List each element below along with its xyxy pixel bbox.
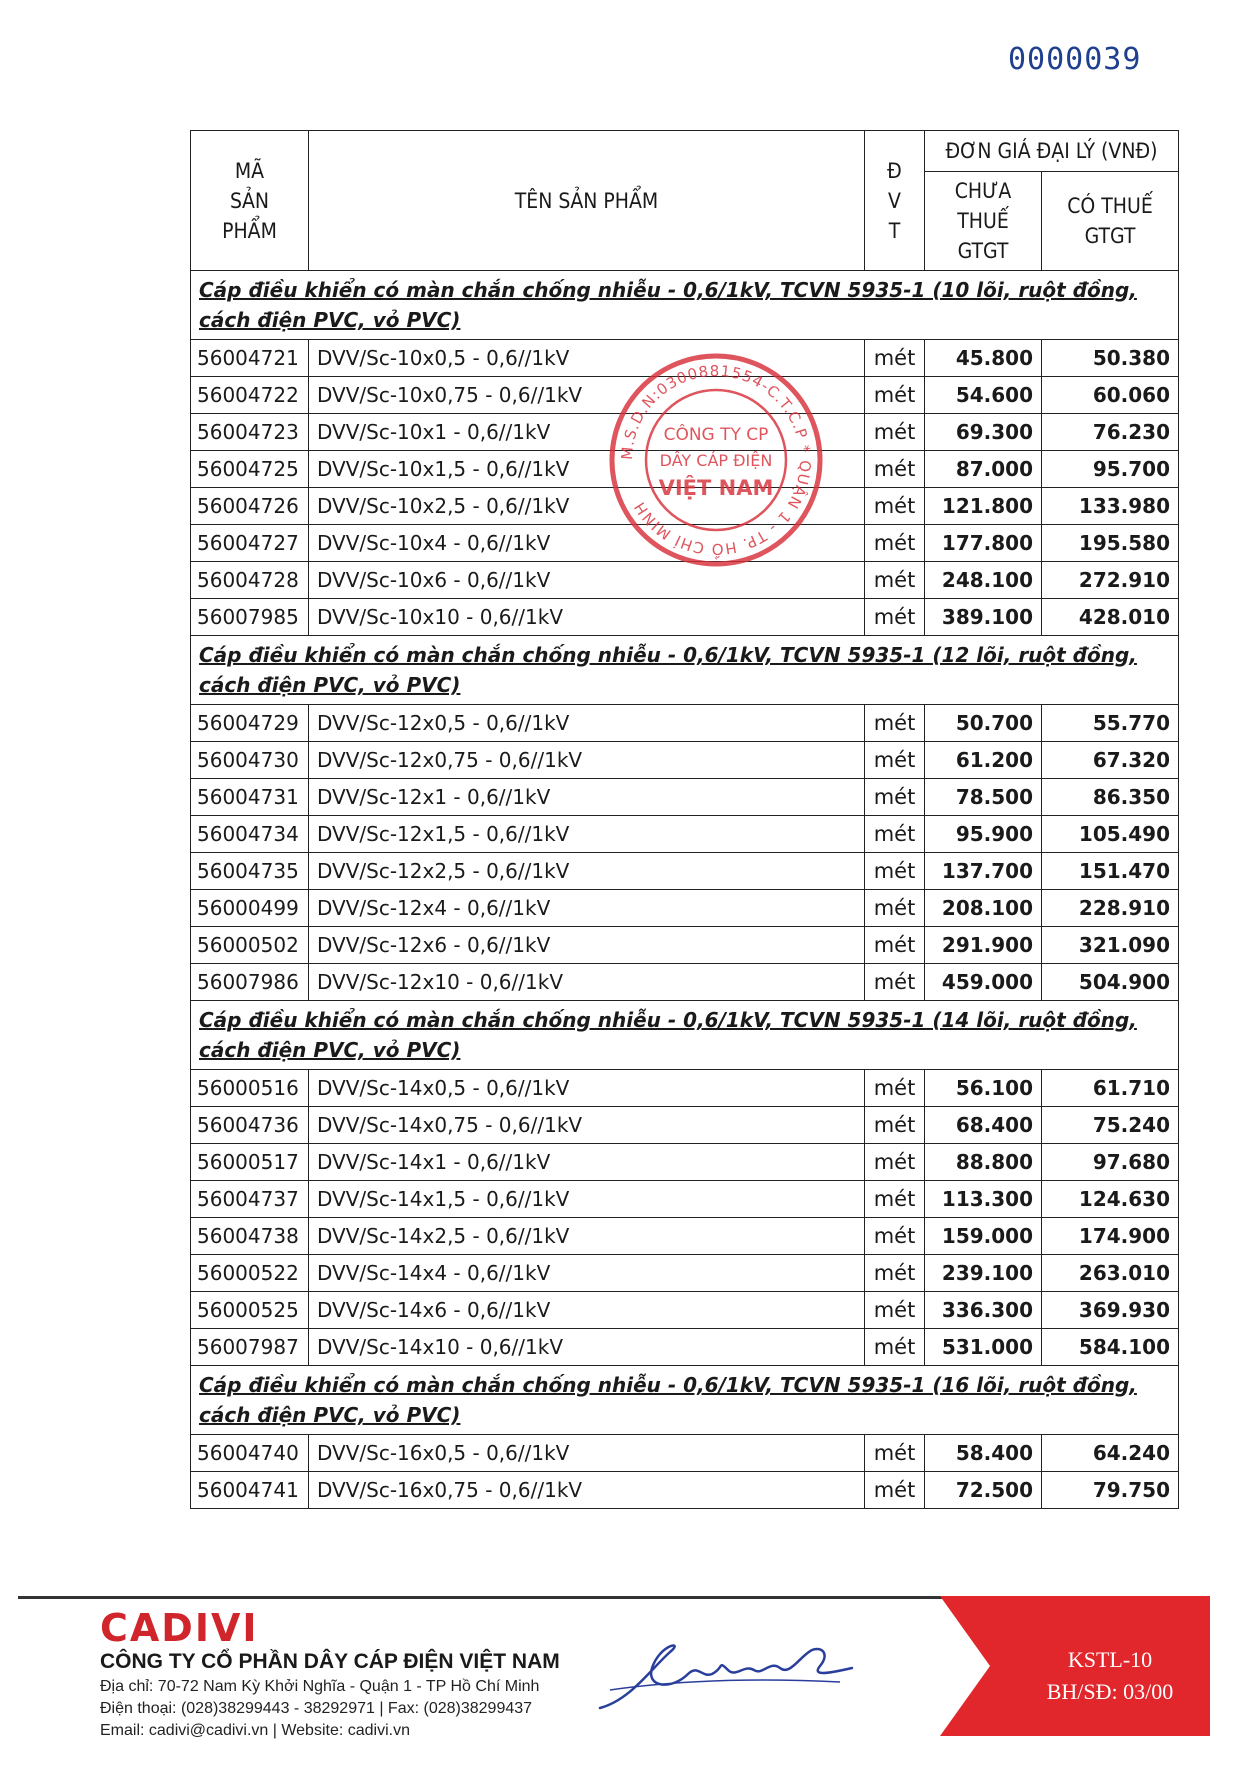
unit: mét — [865, 562, 925, 599]
price-inc-vat: 79.750 — [1042, 1472, 1179, 1509]
price-table — [190, 130, 1179, 1509]
table-row — [191, 853, 1179, 890]
table-row — [191, 1255, 1179, 1292]
unit: mét — [865, 525, 925, 562]
product-name: DVV/Sc-10x1 - 0,6//1kV — [309, 414, 865, 451]
product-name: DVV/Sc-14x10 - 0,6//1kV — [309, 1329, 865, 1366]
product-code: 56007987 — [191, 1329, 309, 1366]
product-name: DVV/Sc-14x4 - 0,6//1kV — [309, 1255, 865, 1292]
product-name: DVV/Sc-14x6 - 0,6//1kV — [309, 1292, 865, 1329]
product-name: DVV/Sc-14x1,5 - 0,6//1kV — [309, 1181, 865, 1218]
price-ex-vat: 459.000 — [925, 964, 1042, 1001]
unit: mét — [865, 742, 925, 779]
product-code: 56004740 — [191, 1435, 309, 1472]
price-inc-vat: 504.900 — [1042, 964, 1179, 1001]
table-row — [191, 927, 1179, 964]
price-ex-vat: 95.900 — [925, 816, 1042, 853]
product-name: DVV/Sc-12x1,5 - 0,6//1kV — [309, 816, 865, 853]
product-code: 56004731 — [191, 779, 309, 816]
product-name: DVV/Sc-14x2,5 - 0,6//1kV — [309, 1218, 865, 1255]
price-inc-vat: 133.980 — [1042, 488, 1179, 525]
cadivi-logo: CADIVI — [100, 1606, 259, 1650]
product-code: 56004723 — [191, 414, 309, 451]
price-inc-vat: 272.910 — [1042, 562, 1179, 599]
group-header-row — [191, 636, 1179, 705]
price-inc-vat: 174.900 — [1042, 1218, 1179, 1255]
product-name: DVV/Sc-12x0,5 - 0,6//1kV — [309, 705, 865, 742]
price-ex-vat: 389.100 — [925, 599, 1042, 636]
unit: mét — [865, 1255, 925, 1292]
price-ex-vat: 69.300 — [925, 414, 1042, 451]
company-email: Email: cadivi@cadivi.vn | Website: cadivi.vn — [100, 1722, 410, 1739]
price-ex-vat: 54.600 — [925, 377, 1042, 414]
product-code: 56004738 — [191, 1218, 309, 1255]
table-row — [191, 1472, 1179, 1509]
group-title: Cáp điều khiển có màn chắn chống nhiễu - 0,6/1kV, TCVN 5935-1 (16 lõi, ruột đồng, cách điện PVC, vỏ PVC) — [191, 1366, 1179, 1435]
price-ex-vat: 58.400 — [925, 1435, 1042, 1472]
header-price-ex-vat: CHƯA THUẾ GTGT — [925, 172, 1042, 271]
unit: mét — [865, 890, 925, 927]
price-ex-vat: 50.700 — [925, 705, 1042, 742]
product-name: DVV/Sc-10x2,5 - 0,6//1kV — [309, 488, 865, 525]
price-inc-vat: 151.470 — [1042, 853, 1179, 890]
product-code: 56007986 — [191, 964, 309, 1001]
table-row — [191, 742, 1179, 779]
unit: mét — [865, 1144, 925, 1181]
stamp-line-3: VIỆT NAM — [658, 476, 774, 500]
price-ex-vat: 159.000 — [925, 1218, 1042, 1255]
price-inc-vat: 97.680 — [1042, 1144, 1179, 1181]
stamp-line-1: CÔNG TY CP — [663, 425, 769, 445]
price-inc-vat: 195.580 — [1042, 525, 1179, 562]
table-row — [191, 1144, 1179, 1181]
price-ex-vat: 68.400 — [925, 1107, 1042, 1144]
footer-divider — [18, 1596, 1018, 1599]
price-inc-vat: 50.380 — [1042, 340, 1179, 377]
price-ex-vat: 291.900 — [925, 927, 1042, 964]
group-header-row — [191, 1001, 1179, 1070]
product-code: 56000502 — [191, 927, 309, 964]
price-table-body — [191, 271, 1179, 1509]
product-code: 56004728 — [191, 562, 309, 599]
price-inc-vat: 124.630 — [1042, 1181, 1179, 1218]
unit: mét — [865, 853, 925, 890]
header-unit: Đ V T — [865, 131, 925, 271]
product-code: 56007985 — [191, 599, 309, 636]
table-row — [191, 964, 1179, 1001]
product-name: DVV/Sc-16x0,5 - 0,6//1kV — [309, 1435, 865, 1472]
price-ex-vat: 78.500 — [925, 779, 1042, 816]
price-ex-vat: 121.800 — [925, 488, 1042, 525]
product-code: 56004729 — [191, 705, 309, 742]
table-row — [191, 377, 1179, 414]
product-name: DVV/Sc-14x0,5 - 0,6//1kV — [309, 1070, 865, 1107]
price-inc-vat: 428.010 — [1042, 599, 1179, 636]
price-ex-vat: 72.500 — [925, 1472, 1042, 1509]
product-name: DVV/Sc-10x4 - 0,6//1kV — [309, 525, 865, 562]
document-number: 0000039 — [1008, 42, 1142, 77]
price-inc-vat: 86.350 — [1042, 779, 1179, 816]
price-ex-vat: 137.700 — [925, 853, 1042, 890]
unit: mét — [865, 599, 925, 636]
group-header-row — [191, 1366, 1179, 1435]
price-ex-vat: 61.200 — [925, 742, 1042, 779]
price-ex-vat: 177.800 — [925, 525, 1042, 562]
product-name: DVV/Sc-12x1 - 0,6//1kV — [309, 779, 865, 816]
price-inc-vat: 105.490 — [1042, 816, 1179, 853]
product-code: 56004727 — [191, 525, 309, 562]
price-inc-vat: 61.710 — [1042, 1070, 1179, 1107]
table-row — [191, 525, 1179, 562]
unit: mét — [865, 927, 925, 964]
product-code: 56000499 — [191, 890, 309, 927]
table-row — [191, 1181, 1179, 1218]
stamp-line-2: DÂY CÁP ĐIỆN — [659, 451, 773, 470]
group-header-row — [191, 271, 1179, 340]
product-name: DVV/Sc-10x10 - 0,6//1kV — [309, 599, 865, 636]
price-inc-vat: 67.320 — [1042, 742, 1179, 779]
product-code: 56004726 — [191, 488, 309, 525]
price-ex-vat: 531.000 — [925, 1329, 1042, 1366]
table-row — [191, 1107, 1179, 1144]
table-row — [191, 1070, 1179, 1107]
price-inc-vat: 64.240 — [1042, 1435, 1179, 1472]
unit: mét — [865, 1181, 925, 1218]
price-ex-vat: 336.300 — [925, 1292, 1042, 1329]
unit: mét — [865, 1435, 925, 1472]
header-dealer-price: ĐƠN GIÁ ĐẠI LÝ (VNĐ) — [925, 131, 1179, 172]
table-row — [191, 562, 1179, 599]
table-row — [191, 340, 1179, 377]
price-inc-vat: 76.230 — [1042, 414, 1179, 451]
price-ex-vat: 45.800 — [925, 340, 1042, 377]
table-row — [191, 1218, 1179, 1255]
product-name: DVV/Sc-12x10 - 0,6//1kV — [309, 964, 865, 1001]
group-title: Cáp điều khiển có màn chắn chống nhiễu - 0,6/1kV, TCVN 5935-1 (10 lõi, ruột đồng, cách điện PVC, vỏ PVC) — [191, 271, 1179, 340]
product-name: DVV/Sc-10x0,5 - 0,6//1kV — [309, 340, 865, 377]
product-name: DVV/Sc-10x1,5 - 0,6//1kV — [309, 451, 865, 488]
unit: mét — [865, 377, 925, 414]
product-name: DVV/Sc-16x0,75 - 0,6//1kV — [309, 1472, 865, 1509]
table-row — [191, 705, 1179, 742]
company-name: CÔNG TY CỔ PHẦN DÂY CÁP ĐIỆN VIỆT NAM — [100, 1650, 560, 1673]
unit: mét — [865, 488, 925, 525]
unit: mét — [865, 1472, 925, 1509]
product-name: DVV/Sc-12x6 - 0,6//1kV — [309, 927, 865, 964]
unit: mét — [865, 1107, 925, 1144]
company-phone: Điện thoại: (028)38299443 - 38292971 | Fax: (028)38299437 — [100, 1700, 533, 1717]
table-row — [191, 1435, 1179, 1472]
header-product-code: MÃ SẢN PHẨM — [191, 131, 309, 271]
unit: mét — [865, 1218, 925, 1255]
table-row — [191, 414, 1179, 451]
product-code: 56000522 — [191, 1255, 309, 1292]
product-code: 56004736 — [191, 1107, 309, 1144]
product-name: DVV/Sc-10x0,75 - 0,6//1kV — [309, 377, 865, 414]
unit: mét — [865, 705, 925, 742]
group-title: Cáp điều khiển có màn chắn chống nhiễu - 0,6/1kV, TCVN 5935-1 (14 lõi, ruột đồng, cách điện PVC, vỏ PVC) — [191, 1001, 1179, 1070]
unit: mét — [865, 1329, 925, 1366]
price-inc-vat: 60.060 — [1042, 377, 1179, 414]
product-code: 56000517 — [191, 1144, 309, 1181]
footer-form-code-block — [1010, 1644, 1210, 1708]
table-row — [191, 451, 1179, 488]
header-price-inc-vat: CÓ THUẾ GTGT — [1042, 172, 1179, 271]
table-row — [191, 1329, 1179, 1366]
table-row — [191, 816, 1179, 853]
price-inc-vat: 263.010 — [1042, 1255, 1179, 1292]
product-code: 56004734 — [191, 816, 309, 853]
unit: mét — [865, 340, 925, 377]
price-inc-vat: 55.770 — [1042, 705, 1179, 742]
unit: mét — [865, 1292, 925, 1329]
revision: BH/SĐ: 03/00 — [1046, 1679, 1174, 1704]
price-ex-vat: 87.000 — [925, 451, 1042, 488]
price-ex-vat: 248.100 — [925, 562, 1042, 599]
product-code: 56000525 — [191, 1292, 309, 1329]
price-ex-vat: 56.100 — [925, 1070, 1042, 1107]
price-ex-vat: 208.100 — [925, 890, 1042, 927]
price-inc-vat: 75.240 — [1042, 1107, 1179, 1144]
form-code: KSTL-10 — [1067, 1647, 1153, 1672]
table-row — [191, 890, 1179, 927]
unit: mét — [865, 451, 925, 488]
price-ex-vat: 239.100 — [925, 1255, 1042, 1292]
product-name: DVV/Sc-12x0,75 - 0,6//1kV — [309, 742, 865, 779]
price-ex-vat: 88.800 — [925, 1144, 1042, 1181]
table-row — [191, 779, 1179, 816]
price-inc-vat: 369.930 — [1042, 1292, 1179, 1329]
price-inc-vat: 228.910 — [1042, 890, 1179, 927]
signature — [590, 1630, 860, 1720]
group-title: Cáp điều khiển có màn chắn chống nhiễu - 0,6/1kV, TCVN 5935-1 (12 lõi, ruột đồng, cách điện PVC, vỏ PVC) — [191, 636, 1179, 705]
product-code: 56004735 — [191, 853, 309, 890]
table-row — [191, 1292, 1179, 1329]
stamp-outer-text: M.S.D.N:0300881554-C.T.C.P * QUẬN 1 - TP. HỒ CHÍ MINH — [617, 361, 815, 559]
unit: mét — [865, 779, 925, 816]
price-inc-vat: 584.100 — [1042, 1329, 1179, 1366]
price-inc-vat: 321.090 — [1042, 927, 1179, 964]
unit: mét — [865, 816, 925, 853]
company-address: Địa chỉ: 70-72 Nam Kỳ Khởi Nghĩa - Quận 1 - TP Hồ Chí Minh — [100, 1678, 540, 1695]
table-row — [191, 488, 1179, 525]
product-code: 56004741 — [191, 1472, 309, 1509]
price-ex-vat: 113.300 — [925, 1181, 1042, 1218]
unit: mét — [865, 964, 925, 1001]
product-code: 56004722 — [191, 377, 309, 414]
unit: mét — [865, 414, 925, 451]
product-code: 56000516 — [191, 1070, 309, 1107]
product-code: 56004725 — [191, 451, 309, 488]
header-product-name: TÊN SẢN PHẨM — [309, 131, 865, 271]
unit: mét — [865, 1070, 925, 1107]
product-name: DVV/Sc-14x0,75 - 0,6//1kV — [309, 1107, 865, 1144]
product-name: DVV/Sc-12x2,5 - 0,6//1kV — [309, 853, 865, 890]
price-inc-vat: 95.700 — [1042, 451, 1179, 488]
product-name: DVV/Sc-12x4 - 0,6//1kV — [309, 890, 865, 927]
table-row — [191, 599, 1179, 636]
product-name: DVV/Sc-10x6 - 0,6//1kV — [309, 562, 865, 599]
product-code: 56004721 — [191, 340, 309, 377]
product-code: 56004730 — [191, 742, 309, 779]
product-name: DVV/Sc-14x1 - 0,6//1kV — [309, 1144, 865, 1181]
product-code: 56004737 — [191, 1181, 309, 1218]
